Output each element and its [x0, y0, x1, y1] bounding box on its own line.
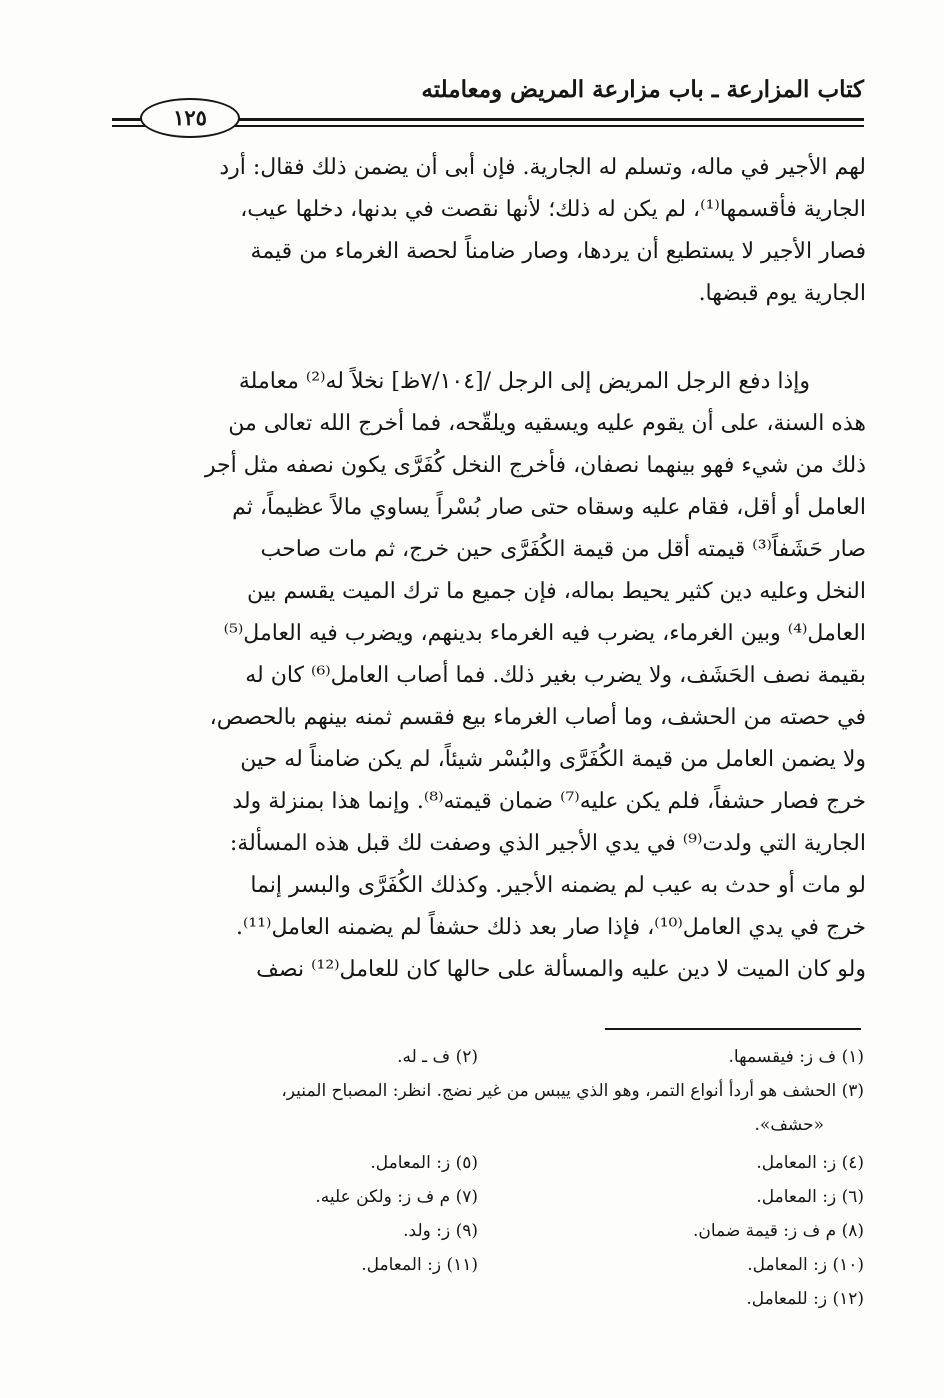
text-line: الجارية فأقسمها⁽¹⁾، لم يكن له ذلك؛ لأنها نقصت في بدنها، دخلها عيب،	[240, 197, 866, 222]
text-line: النخل وعليه دين كثير يحيط بماله، فإن جميع ما ترك الميت يقسم بين	[247, 579, 866, 604]
text-line: في حصته من الحشف، وما أصاب الغرماء بيع فقسم ثمنه بينهم بالحصص،	[209, 705, 866, 730]
text-line: لو مات أو حدث به عيب لم يضمنه الأجير. وكذلك الكُفَرَّى والبسر إنما	[250, 873, 866, 898]
footnote-12: (١٢) ز: للمعامل.	[746, 1289, 864, 1309]
text-line: الجارية يوم قبضها.	[698, 281, 866, 306]
text-line: ولو كان الميت لا دين عليه والمسألة على حالها كان للعامل⁽¹²⁾ نصف	[256, 957, 866, 982]
footnote-7: (٧) م ف ز: ولكن عليه.	[315, 1187, 478, 1207]
page-number-oval: ١٢٥	[140, 98, 240, 138]
text-line: خرج في يدي العامل⁽¹⁰⁾، فإذا صار بعد ذلك حشفاً لم يضمنه العامل⁽¹¹⁾.	[236, 915, 866, 940]
text-line: فصار الأجير لا يستطيع أن يردها، وصار ضامناً لحصة الغرماء من قيمة	[250, 239, 866, 264]
footnote-1: (١) ف ز: فيقسمها.	[728, 1047, 864, 1067]
footnote-9: (٩) ز: ولد.	[403, 1221, 478, 1241]
text-line: هذه السنة، على أن يقوم عليه ويسقيه ويلقّحه، فما أخرج الله تعالى من	[228, 411, 866, 436]
running-header-title: كتاب المزارعة ـ باب مزارعة المريض ومعاملته	[421, 76, 864, 103]
text-line: وإذا دفع الرجل المريض إلى الرجل /[٧/١٠٤ظ] نخلاً له⁽²⁾ معاملة	[238, 369, 810, 394]
footnote-2: (٢) ف ـ له.	[397, 1047, 478, 1067]
paragraph-1	[80, 147, 866, 315]
paragraph-2	[80, 361, 866, 991]
footnote-10: (١٠) ز: المعامل.	[747, 1255, 864, 1275]
footnote-11: (١١) ز: المعامل.	[361, 1255, 478, 1275]
footnote-3: (٣) الحشف هو أردأ أنواع التمر، وهو الذي ييبس من غير نضج. انظر: المصباح المنير،	[281, 1081, 864, 1101]
footnote-3-source: «حشف».	[754, 1115, 824, 1135]
text-line: الجارية التي ولدت⁽⁹⁾ في يدي الأجير الذي وصفت لك قبل هذه المسألة:	[229, 831, 866, 856]
footnote-6: (٦) ز: المعامل.	[756, 1187, 864, 1207]
footnote-8: (٨) م ف ز: قيمة ضمان.	[692, 1221, 864, 1241]
text-line: لهم الأجير في ماله، وتسلم له الجارية. فإن أبى أن يضمن ذلك فقال: أرد	[219, 155, 866, 180]
footnote-3-continuation	[78, 1108, 864, 1142]
text-line: العامل أو أقل، فقام عليه وسقاه حتى صار بُسْراً يساوي مالاً عظيماً، ثم	[232, 495, 866, 520]
text-line: العامل⁽⁴⁾ وبين الغرماء، يضرب فيه الغرماء بدينهم، ويضرب فيه العامل⁽⁵⁾	[223, 621, 866, 646]
footnote-4: (٤) ز: المعامل.	[756, 1153, 864, 1173]
footnote-separator	[605, 1028, 861, 1030]
text-line: ذلك من شيء فهو بينهما نصفان، فأخرج النخل كُفَرَّى يكون نصفه مثل أجر	[204, 453, 866, 478]
footnote-5: (٥) ز: المعامل.	[370, 1153, 478, 1173]
text-line: ولا يضمن العامل من قيمة الكُفَرَّى والبُسْر شيئاً، لم يكن ضامناً له حين	[240, 747, 866, 772]
text-line: بقيمة نصف الحَشَف، ولا يضرب بغير ذلك. فما أصاب العامل⁽⁶⁾ كان له	[245, 663, 866, 688]
text-line: خرج فصار حشفاً، فلم يكن عليه⁽⁷⁾ ضمان قيمته⁽⁸⁾. وإنما هذا بمنزلة ولد	[232, 789, 866, 814]
text-line: صار حَشَفاً⁽³⁾ قيمته أقل من قيمة الكُفَرَّى حين خرج، ثم مات صاحب	[260, 537, 866, 562]
